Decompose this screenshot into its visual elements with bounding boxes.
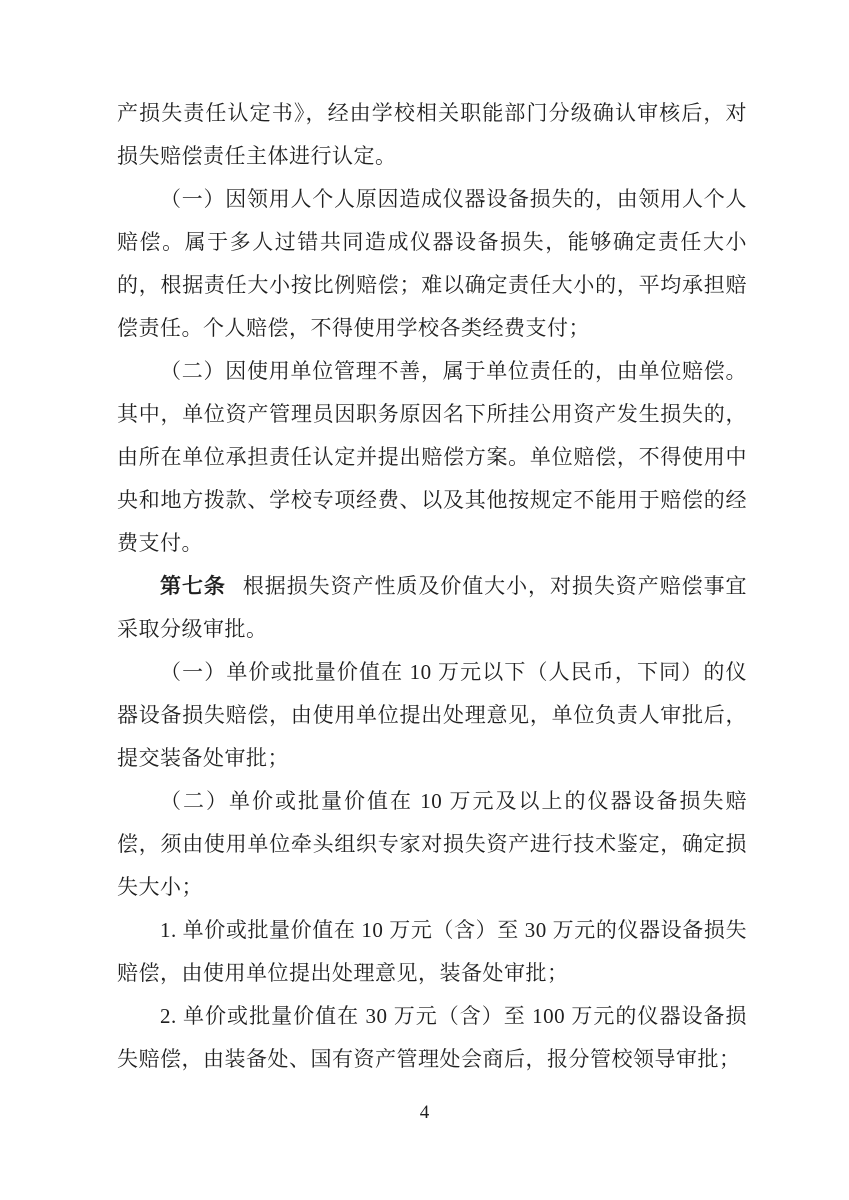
paragraph — [117, 651, 747, 780]
paragraph — [117, 995, 747, 1081]
paragraph-text: 2. 单价或批量价值在 30 万元（含）至 100 万元的仪器设备损失赔偿，由装备处、国有资产管理处会商后，报分管校领导审批； — [117, 1004, 747, 1071]
paragraph — [117, 350, 747, 565]
paragraph — [117, 178, 747, 350]
page-number: 4 — [419, 1102, 430, 1123]
paragraph-text: 根据损失资产性质及价值大小，对损失资产赔偿事宜采取分级审批。 — [117, 574, 748, 641]
paragraph-text: （一）单价或批量价值在 10 万元以下（人民币，下同）的仪器设备损失赔偿，由使用单位提出处理意见，单位负责人审批后，提交装备处审批； — [117, 660, 747, 770]
paragraph-text: 产损失责任认定书》，经由学校相关职能部门分级确认审核后，对损失赔偿责任主体进行认定。 — [117, 101, 747, 168]
document-body — [117, 92, 747, 1081]
paragraph — [117, 909, 747, 995]
paragraph — [117, 565, 747, 651]
paragraph-text: （二）因使用单位管理不善，属于单位责任的，由单位赔偿。其中，单位资产管理员因职务原因名下所挂公用资产发生损失的，由所在单位承担责任认定并提出赔偿方案。单位赔偿，不得使用中央和地方拨款、学校专项经费、以及其他按规定不能用于赔偿的经费支付。 — [117, 359, 747, 555]
paragraph — [117, 92, 747, 178]
paragraph — [117, 780, 747, 909]
paragraph-text: （二）单价或批量价值在 10 万元及以上的仪器设备损失赔偿，须由使用单位牵头组织专家对损失资产进行技术鉴定，确定损失大小； — [117, 789, 747, 899]
paragraph-text: 1. 单价或批量价值在 10 万元（含）至 30 万元的仪器设备损失赔偿，由使用单位提出处理意见，装备处审批； — [117, 918, 747, 985]
article-heading: 第七条 — [160, 574, 226, 598]
paragraph-text: （一）因领用人个人原因造成仪器设备损失的，由领用人个人赔偿。属于多人过错共同造成仪器设备损失，能够确定责任大小的，根据责任大小按比例赔偿；难以确定责任大小的，平均承担赔偿责任。个人赔偿，不得使用学校各类经费支付； — [117, 187, 747, 340]
